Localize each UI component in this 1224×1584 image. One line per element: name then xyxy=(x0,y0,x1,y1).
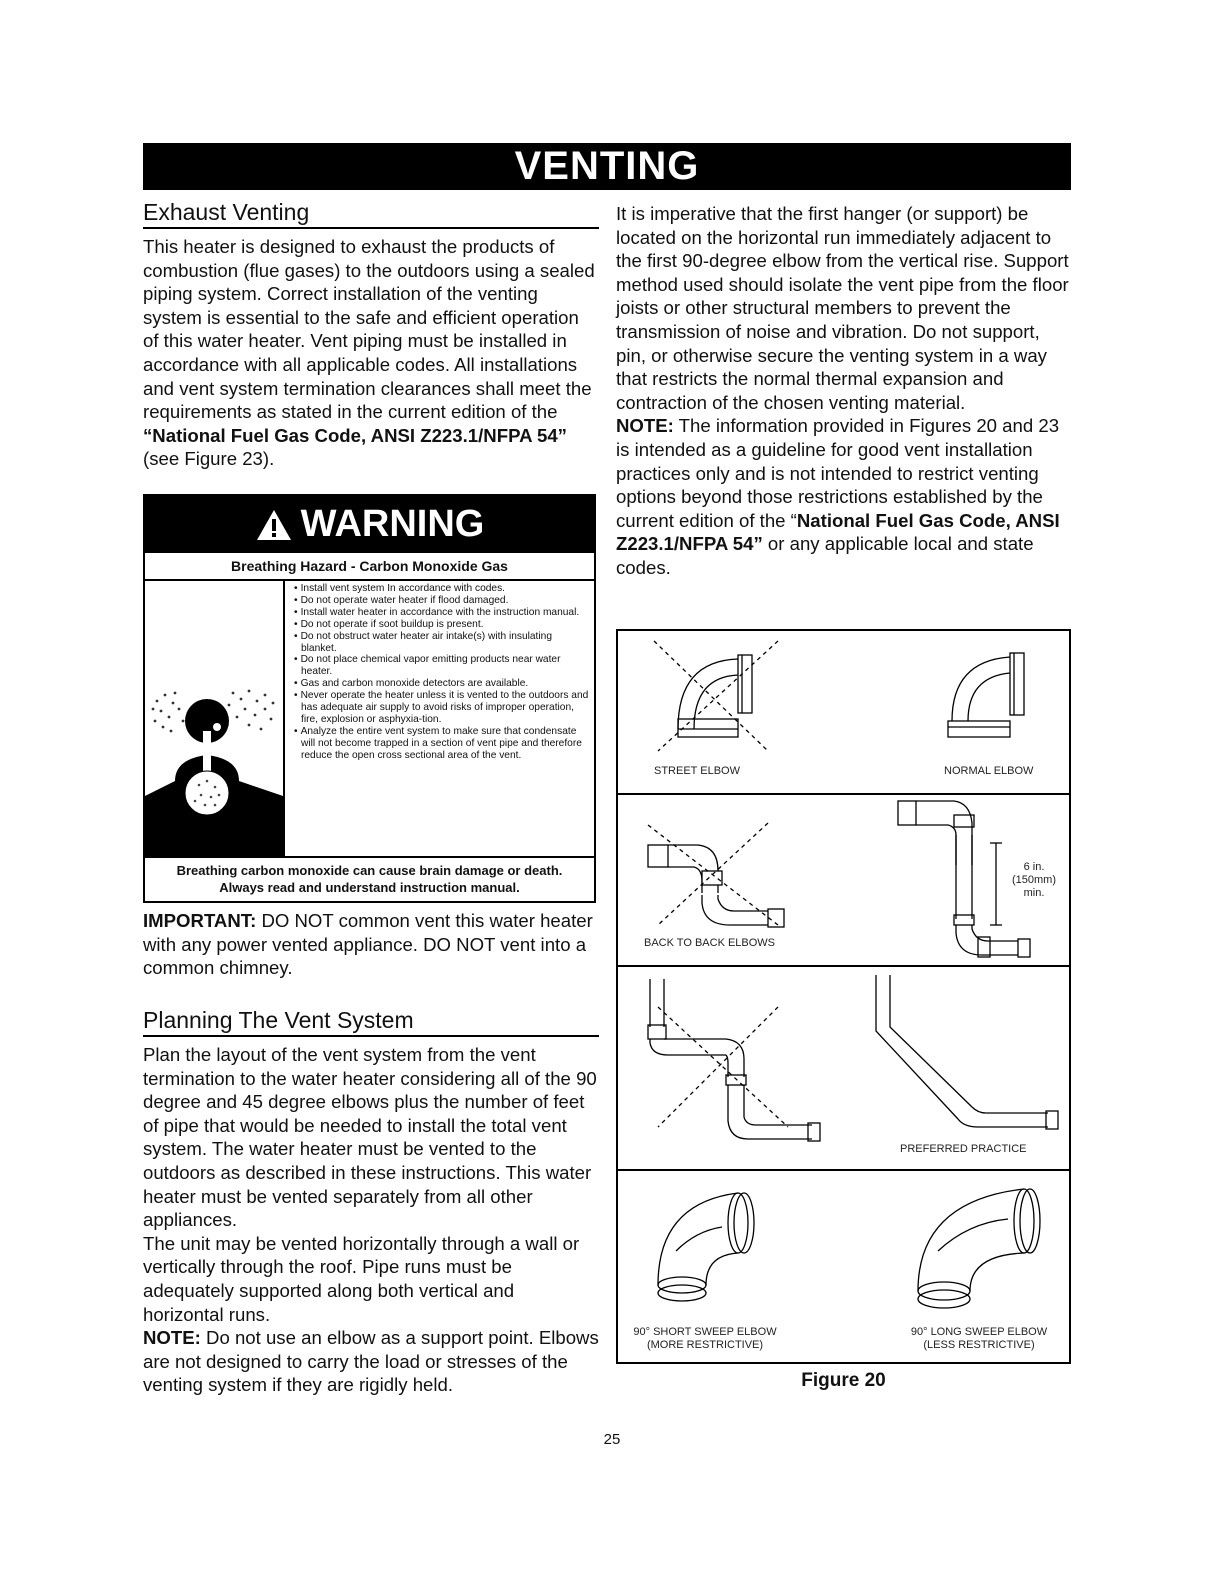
warning-item: • Do not operate if soot buildup is present. xyxy=(291,619,590,631)
warning-middle xyxy=(145,581,594,858)
page-number: 25 xyxy=(603,1431,621,1448)
warning-item: • Do not place chemical vapor emitting products near water heater. xyxy=(291,654,590,678)
warning-item: • Do not obstruct water heater air intake(s) with insulating blanket. xyxy=(291,631,590,655)
warning-footer xyxy=(145,858,594,896)
warning-item: • Install vent system In accordance with codes. xyxy=(291,583,590,595)
warning-item: • Install water heater in accordance with the instruction manual. xyxy=(291,607,590,619)
street-elbow-label: STREET ELBOW xyxy=(654,765,740,777)
warning-title: WARNING xyxy=(300,503,485,545)
planning-para2: The unit may be vented horizontally through a wall or vertically through the roof. Pipe runs must be adequately supported along both vertical and horizontal runs. xyxy=(143,1232,580,1325)
warning-item: • Analyze the entire vent system to make sure that condensate will not become trapped in a section of vent pipe and therefore reduce the open cross sectional area of the vent. xyxy=(291,726,590,762)
sweep-elbows-drawing xyxy=(618,1171,1069,1321)
long-sweep-name: 90° LONG SWEEP ELBOW xyxy=(910,1326,1048,1338)
min-label: min. xyxy=(1023,887,1045,899)
exhaust-text: This heater is designed to exhaust the products of combustion (flue gases) to the outdoors using a sealed piping system. Correct installation of the venting system is essential to the safe and efficient operation of this water heater. Vent piping must be installed in accordance with all applicable codes. All installations and vent system termination clearances shall meet the requirements as stated in the current edition of the xyxy=(143,236,595,423)
support-note xyxy=(616,414,1071,579)
warning-header xyxy=(145,496,594,553)
mm-label: (150mm) xyxy=(1011,874,1056,886)
figure-row-sweep xyxy=(618,1171,1069,1362)
exhaust-paragraph xyxy=(143,235,599,471)
warning-list xyxy=(285,581,594,856)
important-paragraph xyxy=(143,909,599,980)
support-section xyxy=(616,202,1071,580)
important-text: DO NOT common vent this water heater with any power vented appliance. DO NOT vent into a common chimney. xyxy=(143,910,593,979)
back-to-back-label: BACK TO BACK ELBOWS xyxy=(644,937,776,949)
exhaust-section xyxy=(143,198,599,471)
warning-item: • Never operate the heater unless it is vented to the outdoors and has adequate air supply to avoid risks of improper operation, fire, explosion or asphyxia-tion. xyxy=(291,690,590,726)
planning-heading: Planning The Vent System xyxy=(143,1006,599,1037)
exhaust-code-ref: “National Fuel Gas Code, ANSI Z223.1/NFPA 54” xyxy=(143,424,567,446)
figure-row-preferred xyxy=(618,967,1069,1171)
exhaust-figure-ref: (see Figure 23). xyxy=(143,448,275,470)
support-paragraph: It is imperative that the first hanger (or support) be located on the horizontal run immediately adjacent to the first 90-degree elbow from the vertical rise. Support method used should isolate the vent pipe from the floor joists or other structural members to prevent the transmission of noise and vibration. Do not support, pin, or otherwise secure the venting system in a way that restricts the normal thermal expansion and contraction of the chosen venting material. xyxy=(616,203,1069,413)
warning-footer-line2: Always read and understand instruction manual. xyxy=(219,880,520,895)
six-inch-label: 6 in. xyxy=(1023,861,1045,873)
warning-triangle-icon xyxy=(255,508,293,542)
figure-row-back-to-back xyxy=(618,795,1069,967)
planning-note-text: Do not use an elbow as a support point. Elbows are not designed to carry the load or stresses of the venting system if they are rigidly held. xyxy=(143,1327,599,1396)
warning-subtitle: Breathing Hazard - Carbon Monoxide Gas xyxy=(145,553,594,581)
preferred-practice-drawing xyxy=(618,967,1069,1169)
planning-note xyxy=(143,1326,599,1397)
long-sweep-label xyxy=(894,1326,1064,1352)
figure-20 xyxy=(616,629,1071,1364)
exhaust-heading: Exhaust Venting xyxy=(143,198,599,229)
normal-elbow-label: NORMAL ELBOW xyxy=(944,765,1034,777)
figure-row-elbows xyxy=(618,631,1069,795)
short-sweep-name: 90° SHORT SWEEP ELBOW xyxy=(633,1326,777,1338)
warning-box xyxy=(143,494,596,903)
important-label: IMPORTANT: xyxy=(143,910,257,931)
preferred-practice-label: PREFERRED PRACTICE xyxy=(900,1143,1027,1155)
figure-caption: Figure 20 xyxy=(801,1370,886,1391)
person-breathing-gas-icon xyxy=(145,581,283,856)
min-distance-label xyxy=(1004,861,1064,900)
planning-section xyxy=(143,1006,599,1397)
support-note-label: NOTE: xyxy=(616,415,674,437)
planning-note-label: NOTE: xyxy=(143,1327,201,1349)
support-note-code-ref: National Fuel Gas Code, ANSI Z223.1/NFPA 54” xyxy=(616,509,1060,555)
support-note-end: or any applicable local and state codes. xyxy=(616,533,1034,578)
planning-para1: Plan the layout of the vent system from the vent termination to the water heater considering all of the 90 degree and 45 degree elbows plus the number of feet of pipe that would be needed to install the total vent system. The water heater must be vented to the outdoors as described in these instructions. This water heater must be vented separately from all other appliances. xyxy=(143,1044,597,1231)
co-hazard-illustration xyxy=(145,581,285,856)
warning-item: • Gas and carbon monoxide detectors are available. xyxy=(291,678,590,690)
important-block xyxy=(143,909,599,980)
long-sweep-note: (LESS RESTRICTIVE) xyxy=(923,1339,1035,1351)
page-banner: VENTING xyxy=(143,143,1071,190)
short-sweep-label xyxy=(620,1326,790,1352)
warning-footer-line1: Breathing carbon monoxide can cause brain damage or death. xyxy=(176,863,563,878)
warning-item: • Do not operate water heater if flood damaged. xyxy=(291,595,590,607)
support-note-text: The information provided in Figures 20 and 23 is intended as a guideline for good vent installation practices only and is not intended to restrict venting options beyond those restrictions established by the current edition of the “ xyxy=(616,415,1060,531)
short-sweep-note: (MORE RESTRICTIVE) xyxy=(646,1339,764,1351)
